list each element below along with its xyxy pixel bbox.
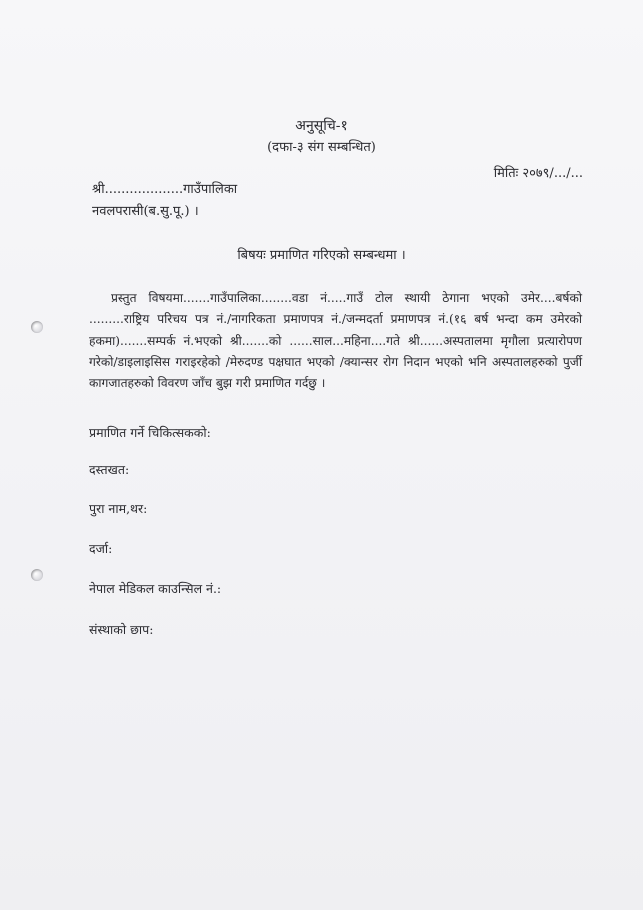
rank-field: दर्जा: — [89, 541, 113, 556]
punch-hole — [31, 321, 43, 333]
date-line: मितिः २०७९/.../... — [493, 166, 583, 181]
body-paragraph: प्रस्तुत विषयमा.......गाउँपालिका........वडा नं.....गाउँ टोल स्थायी ठेगाना भएको उमेर....बर्षको .........राष्ट्रिय परिचय पत्र नं./नागरिकता प्रमाणपत्र नं./जन्मदर्ता प्रमाणपत्र नं.(१६ बर्ष भन्दा कम उमेरको हकमा).......सम्पर्क नं.भएको श्री.......को ......साल...महिना....गते श्री......अस्पतालमा मृगौला प्रत्यारोपण गरेको/डाइलाइसिस गराइरहेको /मेरुदण्ड पक्षघात भएको /क्यान्सर रोग निदान भएको भनि अस्पतालहरुको पुर्जी कागजातहरुको विवरण जाँच बुझ गरी प्रमाणित गर्दछु । — [89, 291, 582, 391]
institution-stamp-field: संस्थाको छाप: — [89, 622, 154, 637]
schedule-title: अनुसूचि-१ — [295, 118, 348, 134]
nmc-number-field: नेपाल मेडिकल काउन्सिल नं.: — [89, 581, 222, 596]
schedule-subtitle: (दफा-३ संग सम्बन्धित) — [267, 140, 376, 155]
addressee-line-1: श्री...................गाउँपालिका — [92, 182, 238, 197]
signature-field: दस्तखत: — [89, 462, 130, 477]
certifier-label: प्रमाणित गर्ने चिकित्सकको: — [89, 425, 211, 440]
subject-line: बिषयः प्रमाणित गरिएको सम्बन्धमा । — [237, 248, 406, 263]
punch-hole — [31, 569, 43, 581]
addressee-line-2: नवलपरासी(ब.सु.पू.) । — [92, 204, 199, 219]
full-name-field: पुरा नाम,थर: — [89, 501, 148, 516]
